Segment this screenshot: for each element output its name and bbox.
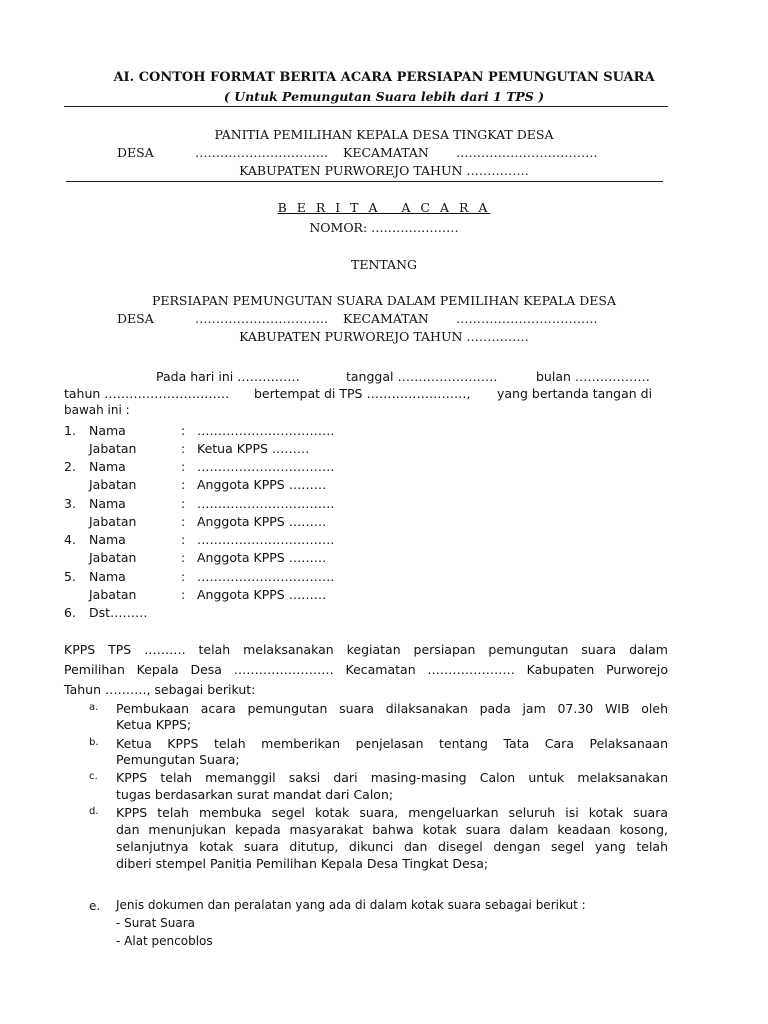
signatory-num: 2. bbox=[64, 459, 76, 474]
item-letter: a. bbox=[89, 702, 99, 713]
berita-acara-heading: B E R I T A A C A R A bbox=[277, 200, 491, 215]
signatory-colon: : bbox=[181, 441, 186, 456]
signatory-nama-value: …………………………… bbox=[197, 423, 335, 438]
item-line: Ketua KPPS; bbox=[116, 717, 192, 732]
committee-desa-dots: ………………………….. bbox=[195, 145, 328, 160]
signatory-nama-value: …………………………… bbox=[197, 569, 335, 584]
signatory-nama-label: Nama bbox=[89, 569, 126, 584]
signatory-jabatan-value: Ketua KPPS ……… bbox=[197, 441, 310, 456]
signatory-colon: : bbox=[181, 423, 186, 438]
body-line-1: KPPS TPS ………. telah melaksanakan kegiatan persiapan pemungutan suara dalam bbox=[64, 642, 668, 657]
body-line-2: Pemilihan Kepala Desa …………………… Kecamatan ………………… Kabupaten Purworejo bbox=[64, 662, 668, 677]
signatory-nama-value: …………………………… bbox=[197, 532, 335, 547]
item-line: tugas berdasarkan surat mandat dari Calon; bbox=[116, 787, 394, 802]
item-e-sub: - Alat pencoblos bbox=[116, 934, 213, 948]
signatory-jabatan-value: Anggota KPPS ……… bbox=[197, 550, 327, 565]
committee-kecamatan-label: KECAMATAN bbox=[343, 145, 429, 160]
item-letter: c. bbox=[89, 771, 98, 782]
signatory-colon: : bbox=[181, 532, 186, 547]
signatory-colon: : bbox=[181, 459, 186, 474]
subject-desa-dots: ………………………….. bbox=[195, 311, 328, 326]
signatory-nama-value: …………………………… bbox=[197, 496, 335, 511]
item-letter: b. bbox=[89, 737, 99, 748]
signatory-jabatan-label: Jabatan bbox=[89, 550, 137, 565]
signatory-jabatan-label: Jabatan bbox=[89, 514, 137, 529]
nomor-line: NOMOR: ………………… bbox=[309, 220, 459, 235]
committee-desa-label: DESA bbox=[117, 145, 154, 160]
signatory-jabatan-value: Anggota KPPS ……… bbox=[197, 514, 327, 529]
signatory-colon: : bbox=[181, 587, 186, 602]
signatory-jabatan-value: Anggota KPPS ……… bbox=[197, 587, 327, 602]
signatory-jabatan-label: Jabatan bbox=[89, 441, 137, 456]
signatory-colon: : bbox=[181, 550, 186, 565]
signatory-jabatan-label: Jabatan bbox=[89, 587, 137, 602]
signatory-num: 5. bbox=[64, 569, 76, 584]
signatory-colon: : bbox=[181, 496, 186, 511]
signatory-nama-value: …………………………… bbox=[197, 459, 335, 474]
opening-tahun: tahun ………………………… bbox=[64, 386, 230, 401]
committee-rule bbox=[66, 181, 663, 182]
document-subtitle: ( Untuk Pemungutan Suara lebih dari 1 TPS ) bbox=[223, 89, 545, 104]
opening-tanggal: tanggal …………………… bbox=[346, 369, 498, 384]
committee-kabupaten: KABUPATEN PURWOREJO TAHUN …………… bbox=[239, 163, 529, 178]
signatory-num: 6. bbox=[64, 605, 76, 620]
opening-tps: bertempat di TPS ……………………, bbox=[254, 386, 471, 401]
signatory-num: 1. bbox=[64, 423, 76, 438]
subject-kecamatan-label: KECAMATAN bbox=[343, 311, 429, 326]
item-letter: e. bbox=[89, 899, 101, 913]
signatory-colon: : bbox=[181, 569, 186, 584]
item-line: Pembukaan acara pemungutan suara dilaksanakan pada jam 07.30 WIB oleh bbox=[116, 701, 668, 716]
signatory-num: 4. bbox=[64, 532, 76, 547]
signatory-colon: : bbox=[181, 514, 186, 529]
opening-hari: Pada hari ini …………… bbox=[156, 369, 300, 384]
item-letter: d. bbox=[89, 806, 99, 817]
signatory-nama-label: Nama bbox=[89, 423, 126, 438]
opening-bulan: bulan ……………… bbox=[536, 369, 650, 384]
body-line-3: Tahun ………., sebagai berikut: bbox=[64, 682, 256, 697]
item-e-sub: - Surat Suara bbox=[116, 916, 196, 930]
tentang-label: TENTANG bbox=[350, 257, 417, 272]
signatory-jabatan-value: Anggota KPPS ……… bbox=[197, 477, 327, 492]
signatory-nama-label: Nama bbox=[89, 496, 126, 511]
item-e-text: Jenis dokumen dan peralatan yang ada di dalam kotak suara sebagai berikut : bbox=[116, 898, 586, 912]
signatory-dst: Dst……… bbox=[89, 605, 148, 620]
committee-line: PANITIA PEMILIHAN KEPALA DESA TINGKAT DESA bbox=[214, 127, 554, 142]
subject-line: PERSIAPAN PEMUNGUTAN SUARA DALAM PEMILIHAN KEPALA DESA bbox=[151, 293, 617, 308]
opening-bawah: bawah ini : bbox=[64, 403, 130, 417]
signatory-nama-label: Nama bbox=[89, 532, 126, 547]
header-rule bbox=[64, 106, 668, 107]
item-line: dan menunjukan kepada masyarakat bahwa kotak suara dalam keadaan kosong, bbox=[116, 822, 668, 837]
subject-kecamatan-dots: ……………………………. bbox=[456, 311, 598, 326]
opening-bertanda: yang bertanda tangan di bbox=[497, 386, 653, 401]
signatory-nama-label: Nama bbox=[89, 459, 126, 474]
signatory-colon: : bbox=[181, 477, 186, 492]
item-line: KPPS telah memanggil saksi dari masing-masing Calon untuk melaksanakan bbox=[116, 770, 668, 785]
document-title: AI. CONTOH FORMAT BERITA ACARA PERSIAPAN PEMUNGUTAN SUARA bbox=[113, 70, 655, 85]
item-line: Ketua KPPS telah memberikan penjelasan tentang Tata Cara Pelaksanaan bbox=[116, 736, 668, 751]
committee-kecamatan-dots: ……………………………. bbox=[456, 145, 598, 160]
item-line: Pemungutan Suara; bbox=[116, 752, 240, 767]
item-line: diberi stempel Panitia Pemilihan Kepala Desa Tingkat Desa; bbox=[116, 856, 489, 871]
item-line: selanjutnya kotak suara ditutup, dikunci dan disegel dengan segel yang telah bbox=[116, 839, 668, 854]
signatory-jabatan-label: Jabatan bbox=[89, 477, 137, 492]
subject-kabupaten: KABUPATEN PURWOREJO TAHUN …………… bbox=[239, 329, 529, 344]
subject-desa-label: DESA bbox=[117, 311, 154, 326]
item-line: KPPS telah membuka segel kotak suara, mengeluarkan seluruh isi kotak suara bbox=[116, 805, 668, 820]
signatory-num: 3. bbox=[64, 496, 76, 511]
